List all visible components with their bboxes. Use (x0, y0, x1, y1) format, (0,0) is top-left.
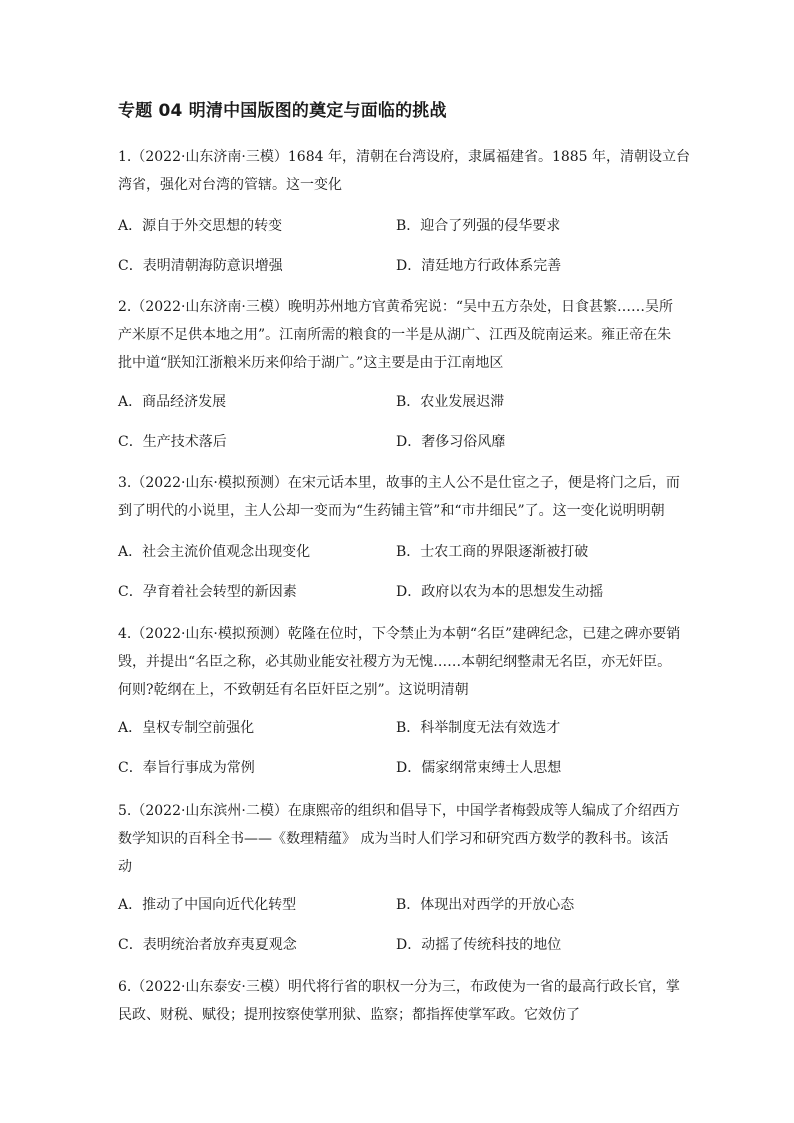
question-text-line: 3.（2022·山东·模拟预测）在宋元话本里，故事的主人公不是仕宦之子，便是将门之后，而 (118, 475, 680, 491)
option-row (118, 542, 678, 582)
question-1 (118, 143, 691, 199)
question-text-line: 产米原不足供本地之用”。江南所需的粮食的一半是从湖广、江西及皖南运来。雍正帝在朱 (118, 327, 672, 343)
question-text-line: 毁，并提出“名臣之称，必其勋业能安社稷方为无愧……本朝纪纲整肃无名臣，亦无奸臣。 (118, 654, 672, 670)
question-text-line: 到了明代的小说里，主人公却一变而为“生药铺主管”和“市井细民”了。这一变化说明明朝 (118, 503, 665, 519)
option-a: A．源自于外交思想的转变 (118, 218, 283, 234)
option-row (118, 392, 678, 432)
question-text-line: 2.（2022·山东济南·三模）晚明苏州地方官黄希宪说：“吴中五方杂处，日食甚繁……吴所 (118, 299, 674, 315)
option-a: A．社会主流价值观念出现变化 (118, 544, 311, 560)
option-row (118, 895, 678, 935)
option-b: B．迎合了列强的侵华要求 (396, 218, 561, 234)
question-text-line: 民政、财税、赋役；提刑按察使掌刑狱、监察；都指挥使掌军政。它效仿了 (118, 1007, 580, 1023)
question-text-line: 1.（2022·山东济南·三模）1684 年，清朝在台湾设府，隶属福建省。1885 年，清朝设立台 (118, 149, 691, 165)
options-5 (118, 895, 678, 975)
option-c: C．表明清朝海防意识增强 (118, 258, 283, 274)
option-row (118, 256, 678, 296)
question-3 (118, 469, 678, 525)
page-title: 专题 04 明清中国版图的奠定与面临的挑战 (118, 101, 447, 121)
option-a: A．皇权专制空前强化 (118, 720, 255, 736)
option-d: D．政府以农为本的思想发生动摇 (396, 584, 604, 600)
question-text-line: 5.（2022·山东滨州·二模）在康熙帝的组织和倡导下，中国学者梅瑴成等人编成了介绍西方 (118, 803, 680, 819)
option-a: A．推动了中国向近代化转型 (118, 897, 297, 913)
question-6 (118, 973, 678, 1029)
option-b: B．士农工商的界限逐渐被打破 (396, 544, 589, 560)
option-c: C．奉旨行事成为常例 (118, 760, 255, 776)
option-d: D．动摇了传统科技的地位 (396, 937, 562, 953)
option-c: C．生产技术落后 (118, 434, 227, 450)
question-text-line: 湾省，强化对台湾的管辖。这一变化 (118, 177, 342, 193)
question-text-line: 动 (118, 859, 132, 875)
options-1 (118, 216, 678, 296)
option-c: C．孕育着社会转型的新因素 (118, 584, 297, 600)
options-4 (118, 718, 678, 798)
question-2 (118, 293, 678, 377)
option-b: B．科举制度无法有效选才 (396, 720, 561, 736)
options-2 (118, 392, 678, 472)
option-row (118, 432, 678, 472)
option-b: B．农业发展迟滞 (396, 394, 505, 410)
option-row (118, 758, 678, 798)
question-text-line: 4.（2022·山东·模拟预测）乾隆在位时，下令禁止为本朝“名臣”建碑纪念，已建之碑亦要销 (118, 626, 681, 642)
question-text-line: 6.（2022·山东泰安·三模）明代将行省的职权一分为三，布政使为一省的最高行政长官，掌 (118, 979, 680, 995)
option-d: D．清廷地方行政体系完善 (396, 258, 562, 274)
option-row (118, 718, 678, 758)
question-text-line: 数学知识的百科全书——《数理精蕴》 成为当时人们学习和研究西方数学的教科书。该活 (118, 831, 669, 847)
question-text-line: 批中道“朕知江浙粮米历来仰给于湖广。”这主要是由于江南地区 (118, 355, 504, 371)
option-row (118, 935, 678, 975)
option-d: D．奢侈习俗风靡 (396, 434, 506, 450)
option-c: C．表明统治者放弃夷夏观念 (118, 937, 297, 953)
options-3 (118, 542, 678, 622)
option-row (118, 216, 678, 256)
option-row (118, 582, 678, 622)
option-b: B．体现出对西学的开放心态 (396, 897, 575, 913)
question-5 (118, 797, 678, 881)
option-d: D．儒家纲常束缚士人思想 (396, 760, 562, 776)
question-4 (118, 620, 681, 704)
question-text-line: 何则?乾纲在上，不致朝廷有名臣奸臣之别”。这说明清朝 (118, 682, 469, 698)
option-a: A．商品经济发展 (118, 394, 227, 410)
